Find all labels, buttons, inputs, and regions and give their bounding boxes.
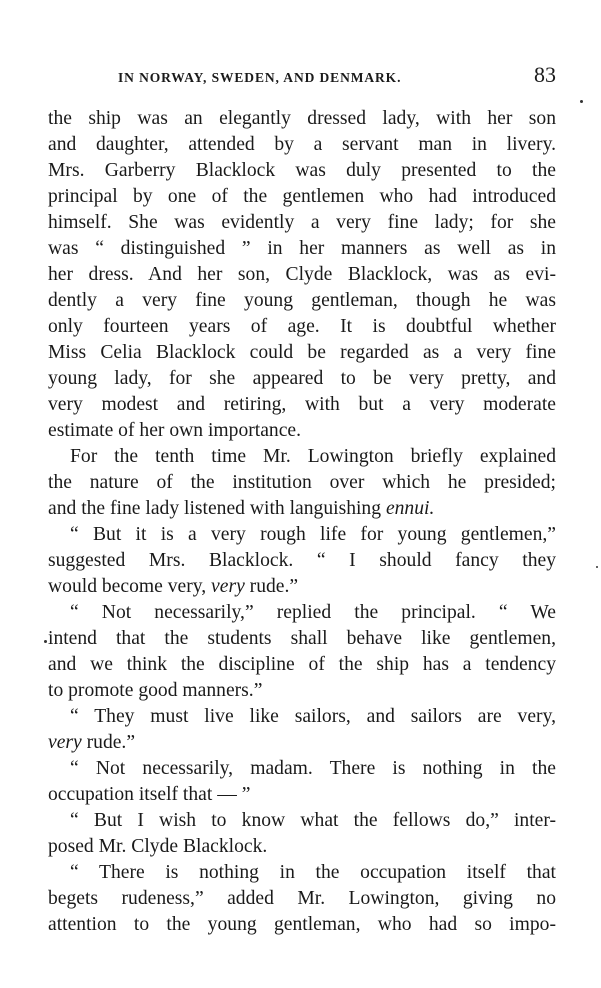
text-line: posed Mr. Clyde Blacklock. [48,836,268,857]
text-line-with-italic [48,574,556,600]
text-line: the nature of the institution over which he presided; [48,472,556,493]
text-line: attention to the young gentleman, who had so impo- [48,914,556,935]
text-line: estimate of her own importance. [48,420,301,441]
text-line: and we think the discipline of the ship has a tendency [48,654,556,675]
text-segment: rude.” [81,732,136,753]
text-line: “ But it is a very rough life for young gentlemen,” [70,524,556,545]
italic-word: very [211,576,245,597]
text-line: “ They must live like sailors, and sailors are very, [70,706,556,727]
text-segment: and the fine lady listened with languishing [48,498,386,519]
text-line: was “ distinguished ” in her manners as well as in [48,238,556,259]
text-line: “ Not necessarily,” replied the principal. “ We [70,602,556,623]
text-line: Mrs. Garberry Blacklock was duly presented to the [48,160,556,181]
italic-word: very [48,732,82,753]
text-line: For the tenth time Mr. Lowington briefly explained [70,446,556,467]
text-line-with-italic [48,496,556,522]
text-line: and daughter, attended by a servant man in livery. [48,134,556,155]
text-line-with-italic [48,730,556,756]
text-line: her dress. And her son, Clyde Blacklock, was as evi- [48,264,556,285]
text-line: himself. She was evidently a very fine lady; for she [48,212,556,233]
text-line: very modest and retiring, with but a very moderate [48,394,556,415]
text-segment: rude.” [244,576,299,597]
page-number: 83 [534,62,556,87]
text-line: “ But I wish to know what the fellows do,” inter- [70,810,556,831]
text-line: dently a very fine young gentleman, though he was [48,290,556,311]
margin-speck [596,566,598,568]
text-line: principal by one of the gentlemen who had introduced [48,186,556,207]
page-header [48,62,556,92]
text-line: intend that the students shall behave like gentlemen, [48,628,556,649]
body-text [48,106,556,938]
italic-word: ennui. [385,498,435,519]
running-head: IN NORWAY, SWEDEN, AND DENMARK. [118,70,402,85]
text-line: “ There is nothing in the occupation itself that [70,862,556,883]
margin-speck [44,640,47,643]
text-line: suggested Mrs. Blacklock. “ I should fancy they [48,550,556,571]
text-line: “ Not necessarily, madam. There is nothing in the [70,758,556,779]
text-line: only fourteen years of age. It is doubtful whether [48,316,556,337]
text-line: Miss Celia Blacklock could be regarded as a very fine [48,342,556,363]
text-line: to promote good manners.” [48,680,263,701]
text-line: occupation itself that — ” [48,784,251,805]
text-line: young lady, for she appeared to be very pretty, and [48,368,556,389]
margin-speck [580,100,583,103]
text-line: begets rudeness,” added Mr. Lowington, giving no [48,888,556,909]
text-segment: would become very, [48,576,212,597]
text-line: the ship was an elegantly dressed lady, with her son [48,108,556,129]
